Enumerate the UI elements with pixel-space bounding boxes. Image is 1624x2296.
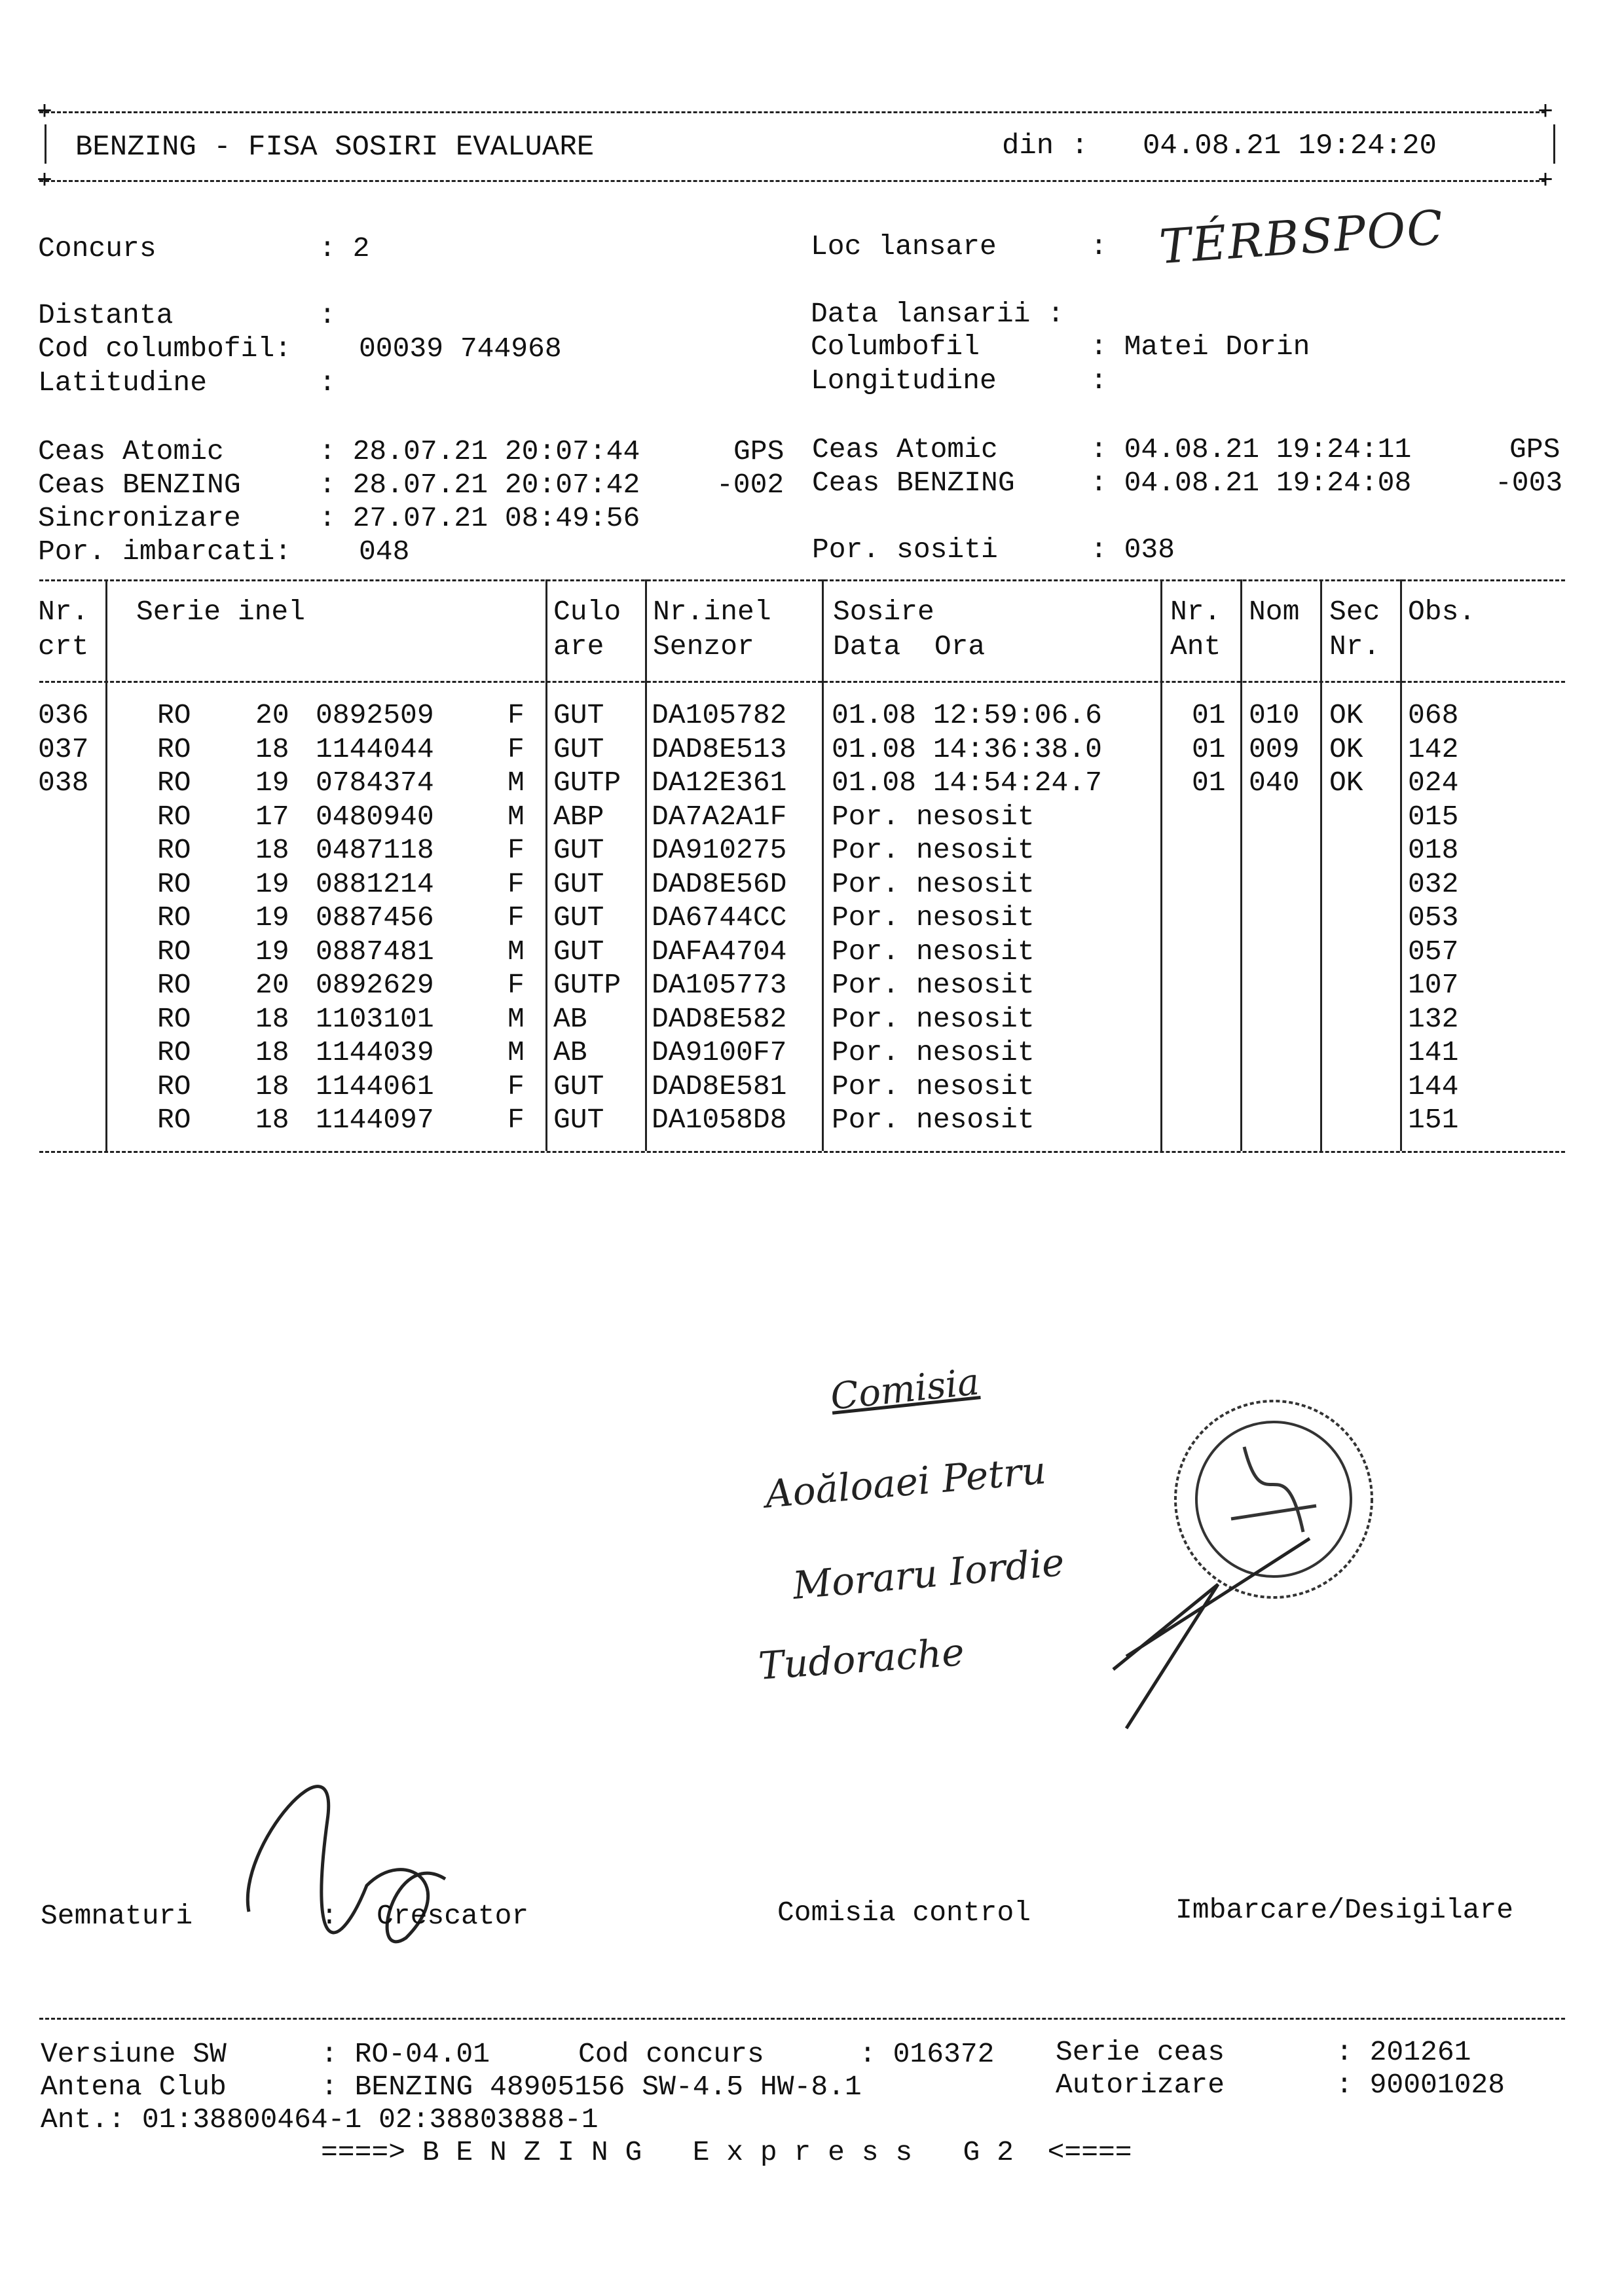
cell-year: 17 xyxy=(255,800,289,833)
cell-color: GUT xyxy=(553,1070,604,1102)
commission-signature-stroke xyxy=(1113,1539,1310,1728)
cell-sensor: DAD8E581 xyxy=(652,1070,787,1102)
cell-color: GUTP xyxy=(553,767,621,799)
cell-country: RO xyxy=(157,1036,191,1068)
cell-color: GUT xyxy=(553,902,604,934)
table-top-border xyxy=(39,579,1565,581)
cell-arrival: Por. nesosit xyxy=(832,1002,1035,1035)
cell-sensor: DAD8E582 xyxy=(652,1002,787,1035)
th-sec: Sec xyxy=(1329,596,1380,628)
header-bottom-corner-right: + xyxy=(1538,167,1554,196)
cell-ring-number: 1144044 xyxy=(316,733,434,765)
right-atomic-label: Ceas Atomic xyxy=(812,433,998,465)
commission-name-1: Comisia xyxy=(828,1360,982,1419)
cell-country: RO xyxy=(157,834,191,866)
cell-year: 19 xyxy=(255,867,289,900)
left-benzing-tag: -002 xyxy=(716,469,784,501)
cell-country: RO xyxy=(157,733,191,765)
loc-lansare-colon: : xyxy=(1090,230,1107,263)
cell-sensor: DAD8E513 xyxy=(652,733,787,765)
cell-nom: 009 xyxy=(1249,733,1300,765)
cell-year: 18 xyxy=(255,834,289,866)
autorizare-label: Autorizare xyxy=(1056,2069,1225,2101)
columbofil-value: : Matei Dorin xyxy=(1090,331,1310,363)
cell-sensor: DA12E361 xyxy=(652,767,787,799)
cell-sex: F xyxy=(507,1104,525,1136)
header-right-bar xyxy=(1553,124,1555,164)
right-benzing-value: : 04.08.21 19:24:08 xyxy=(1090,467,1412,499)
cell-crt: 037 xyxy=(38,733,89,765)
header-left-bar xyxy=(45,124,46,164)
col-divider-5 xyxy=(1160,579,1162,1151)
commission-name-4: Tudorache xyxy=(757,1630,966,1688)
col-divider-1 xyxy=(105,579,107,1151)
cell-arrival: Por. nesosit xyxy=(832,969,1035,1001)
cell-ring-number: 1144097 xyxy=(316,1104,434,1136)
cell-country: RO xyxy=(157,800,191,833)
cell-obs: 151 xyxy=(1408,1104,1459,1136)
cell-arrival: 01.08 12:59:06.6 xyxy=(832,699,1102,731)
cell-arrival: 01.08 14:36:38.0 xyxy=(832,733,1102,765)
th-nrinel: Nr.inel xyxy=(653,596,771,628)
cell-year: 18 xyxy=(255,1104,289,1136)
cell-sensor: DA7A2A1F xyxy=(652,800,787,833)
cell-ring-number: 0480940 xyxy=(316,800,434,833)
imbarcati-label: Por. imbarcati: xyxy=(38,536,292,568)
col-divider-4 xyxy=(822,579,824,1151)
semnaturi-label: Semnaturi xyxy=(41,1900,193,1932)
cell-ring-number: 0487118 xyxy=(316,834,434,866)
cell-ring-number: 1144061 xyxy=(316,1070,434,1102)
versiune-label: Versiune SW xyxy=(41,2038,227,2070)
header-top-corner-right: + xyxy=(1538,98,1554,128)
cell-year: 19 xyxy=(255,767,289,799)
cod-concurs-value: : 016372 xyxy=(859,2038,995,2070)
cell-country: RO xyxy=(157,1002,191,1035)
sync-label: Sincronizare xyxy=(38,502,241,534)
latitudine-label: Latitudine xyxy=(38,367,208,399)
col-divider-2 xyxy=(545,579,547,1151)
th-crt: crt xyxy=(38,630,89,663)
cell-sex: F xyxy=(507,902,525,934)
cell-sex: F xyxy=(507,969,525,1001)
cell-sec: OK xyxy=(1329,699,1363,731)
cell-ring-number: 1103101 xyxy=(316,1002,434,1035)
cell-year: 20 xyxy=(255,969,289,1001)
cell-obs: 107 xyxy=(1408,969,1459,1001)
serie-ceas-value: : 201261 xyxy=(1336,2036,1471,2068)
cell-country: RO xyxy=(157,902,191,934)
col-divider-3 xyxy=(645,579,647,1151)
page-title: BENZING - FISA SOSIRI EVALUARE xyxy=(75,131,595,164)
cell-color: ABP xyxy=(553,800,604,833)
cell-year: 18 xyxy=(255,1070,289,1102)
loc-lansare-label: Loc lansare xyxy=(811,230,997,263)
header-top-corner-left: + xyxy=(37,98,53,128)
cell-sensor: DA9100F7 xyxy=(652,1036,787,1068)
cell-ring-number: 0881214 xyxy=(316,867,434,900)
cell-year: 18 xyxy=(255,1002,289,1035)
din-value: 04.08.21 19:24:20 xyxy=(1143,130,1437,162)
col-divider-7 xyxy=(1320,579,1322,1151)
cell-sex: M xyxy=(507,935,525,968)
right-atomic-value: : 04.08.21 19:24:11 xyxy=(1090,433,1412,465)
cell-obs: 057 xyxy=(1408,935,1459,968)
header-bottom-corner-left: + xyxy=(37,167,53,196)
cell-obs: 068 xyxy=(1408,699,1459,731)
comisia-control-label: Comisia control xyxy=(777,1897,1031,1929)
cell-ring-number: 0887456 xyxy=(316,902,434,934)
latitudine-colon: : xyxy=(319,367,336,399)
cell-sensor: DA105773 xyxy=(652,969,787,1001)
cell-obs: 053 xyxy=(1408,902,1459,934)
antena-value: : BENZING 48905156 SW-4.5 HW-8.1 xyxy=(321,2071,862,2103)
cell-arrival: Por. nesosit xyxy=(832,1070,1035,1102)
antenna-codes: Ant.: 01:38800464-1 02:38803888-1 xyxy=(41,2104,599,2136)
crescator-label: Crescator xyxy=(377,1900,529,1932)
cell-year: 20 xyxy=(255,699,289,731)
cell-color: GUT xyxy=(553,935,604,968)
cell-crt: 038 xyxy=(38,767,89,799)
cell-country: RO xyxy=(157,767,191,799)
right-benzing-tag: -003 xyxy=(1495,467,1563,499)
th-are: are xyxy=(553,630,604,663)
sync-value: : 27.07.21 08:49:56 xyxy=(319,502,640,534)
col-divider-8 xyxy=(1400,579,1402,1151)
serie-ceas-label: Serie ceas xyxy=(1056,2036,1225,2068)
cell-arrival: Por. nesosit xyxy=(832,800,1035,833)
cell-arrival: Por. nesosit xyxy=(832,1104,1035,1136)
cell-sensor: DAD8E56D xyxy=(652,867,787,900)
cell-color: GUT xyxy=(553,1104,604,1136)
cell-ring-number: 1144039 xyxy=(316,1036,434,1068)
cell-ring-number: 0892629 xyxy=(316,969,434,1001)
distanta-colon: : xyxy=(319,299,336,331)
left-atomic-tag: GPS xyxy=(733,435,784,467)
cell-sensor: DA6744CC xyxy=(652,902,787,934)
footer-separator xyxy=(39,2018,1565,2020)
header-bottom-border xyxy=(39,180,1545,182)
cell-country: RO xyxy=(157,935,191,968)
th-nr: Nr. xyxy=(38,596,89,628)
cell-color: GUTP xyxy=(553,969,621,1001)
th-data-ora: Data Ora xyxy=(833,630,986,663)
antena-label: Antena Club xyxy=(41,2071,227,2103)
cell-obs: 142 xyxy=(1408,733,1459,765)
cell-color: AB xyxy=(553,1036,587,1068)
cod-concurs-label: Cod concurs xyxy=(578,2038,764,2070)
cell-arrival: Por. nesosit xyxy=(832,867,1035,900)
th-culo: Culo xyxy=(553,596,621,628)
cell-obs: 015 xyxy=(1408,800,1459,833)
cell-antenna: 01 xyxy=(1192,733,1226,765)
cod-columbofil-value: 00039 744968 xyxy=(359,333,562,365)
th-nom: Nom xyxy=(1249,596,1300,628)
th-nr-ant: Nr. xyxy=(1170,596,1221,628)
cell-obs: 141 xyxy=(1408,1036,1459,1068)
cell-sensor: DAFA4704 xyxy=(652,935,787,968)
cell-country: RO xyxy=(157,867,191,900)
th-sec-nr: Nr. xyxy=(1329,630,1380,663)
din-label: din : xyxy=(1002,130,1089,162)
cell-sex: F xyxy=(507,733,525,765)
cell-country: RO xyxy=(157,1104,191,1136)
cell-year: 18 xyxy=(255,733,289,765)
cell-country: RO xyxy=(157,1070,191,1102)
benzing-banner: ====> B E N Z I N G E x p r e s s G 2 <==== xyxy=(321,2136,1132,2168)
cell-obs: 144 xyxy=(1408,1070,1459,1102)
cell-sex: F xyxy=(507,699,525,731)
cell-sex: M xyxy=(507,767,525,799)
cell-obs: 032 xyxy=(1408,867,1459,900)
left-benzing-label: Ceas BENZING xyxy=(38,469,241,501)
cell-ring-number: 0887481 xyxy=(316,935,434,968)
sositi-value: : 038 xyxy=(1090,534,1175,566)
imbarcati-value: 048 xyxy=(359,536,410,568)
cell-crt: 036 xyxy=(38,699,89,731)
cell-country: RO xyxy=(157,969,191,1001)
th-sosire: Sosire xyxy=(833,596,934,628)
cell-color: GUT xyxy=(553,699,604,731)
cell-sensor: DA105782 xyxy=(652,699,787,731)
cell-sec: OK xyxy=(1329,767,1363,799)
loc-lansare-handwritten: TÉRBSPOC xyxy=(1157,199,1446,275)
cell-year: 19 xyxy=(255,935,289,968)
cell-color: AB xyxy=(553,1002,587,1035)
cell-sec: OK xyxy=(1329,733,1363,765)
header-top-border xyxy=(39,111,1545,113)
th-serie: Serie inel xyxy=(136,596,306,628)
concurs-label: Concurs xyxy=(38,232,157,264)
cell-nom: 010 xyxy=(1249,699,1300,731)
cell-sensor: DA1058D8 xyxy=(652,1104,787,1136)
cell-sex: M xyxy=(507,800,525,833)
right-benzing-label: Ceas BENZING xyxy=(812,467,1015,499)
autorizare-value: : 90001028 xyxy=(1336,2069,1505,2101)
cell-arrival: Por. nesosit xyxy=(832,902,1035,934)
concurs-value: : 2 xyxy=(319,232,370,264)
cell-antenna: 01 xyxy=(1192,767,1226,799)
commission-name-3: Moraru Iordie xyxy=(790,1540,1066,1608)
distanta-label: Distanta xyxy=(38,299,174,331)
cell-color: GUT xyxy=(553,834,604,866)
semnaturi-colon: : xyxy=(321,1900,338,1932)
right-atomic-tag: GPS xyxy=(1509,433,1560,465)
cell-color: GUT xyxy=(553,867,604,900)
cell-ring-number: 0784374 xyxy=(316,767,434,799)
cell-obs: 132 xyxy=(1408,1002,1459,1035)
cell-sex: F xyxy=(507,1070,525,1102)
cell-sensor: DA910275 xyxy=(652,834,787,866)
th-senzor: Senzor xyxy=(653,630,754,663)
cell-ring-number: 0892509 xyxy=(316,699,434,731)
commission-name-2: Aoăloaei Petru xyxy=(763,1448,1048,1517)
table-bottom-border xyxy=(39,1151,1565,1153)
association-stamp xyxy=(1175,1401,1372,1597)
cell-antenna: 01 xyxy=(1192,699,1226,731)
cell-nom: 040 xyxy=(1249,767,1300,799)
table-header-border xyxy=(39,681,1565,683)
cell-sex: M xyxy=(507,1036,525,1068)
cell-obs: 024 xyxy=(1408,767,1459,799)
th-ant: Ant xyxy=(1170,630,1221,663)
columbofil-label: Columbofil xyxy=(811,331,980,363)
imbarcare-label: Imbarcare/Desigilare xyxy=(1175,1894,1514,1926)
cell-arrival: 01.08 14:54:24.7 xyxy=(832,767,1102,799)
cell-year: 19 xyxy=(255,902,289,934)
sositi-label: Por. sositi xyxy=(812,534,998,566)
cell-arrival: Por. nesosit xyxy=(832,1036,1035,1068)
cell-sex: F xyxy=(507,867,525,900)
cell-year: 18 xyxy=(255,1036,289,1068)
longitudine-colon: : xyxy=(1090,365,1107,397)
data-lansarii-label: Data lansarii : xyxy=(811,298,1065,330)
cell-sex: F xyxy=(507,834,525,866)
cell-arrival: Por. nesosit xyxy=(832,935,1035,968)
col-divider-6 xyxy=(1240,579,1242,1151)
left-atomic-label: Ceas Atomic xyxy=(38,435,224,467)
cell-country: RO xyxy=(157,699,191,731)
th-obs: Obs. xyxy=(1408,596,1476,628)
left-benzing-value: : 28.07.21 20:07:42 xyxy=(319,469,640,501)
longitudine-label: Longitudine xyxy=(811,365,997,397)
cell-obs: 018 xyxy=(1408,834,1459,866)
versiune-value: : RO-04.01 xyxy=(321,2038,490,2070)
cod-columbofil-label: Cod columbofil: xyxy=(38,333,292,365)
cell-color: GUT xyxy=(553,733,604,765)
left-atomic-value: : 28.07.21 20:07:44 xyxy=(319,435,640,467)
cell-sex: M xyxy=(507,1002,525,1035)
cell-arrival: Por. nesosit xyxy=(832,834,1035,866)
